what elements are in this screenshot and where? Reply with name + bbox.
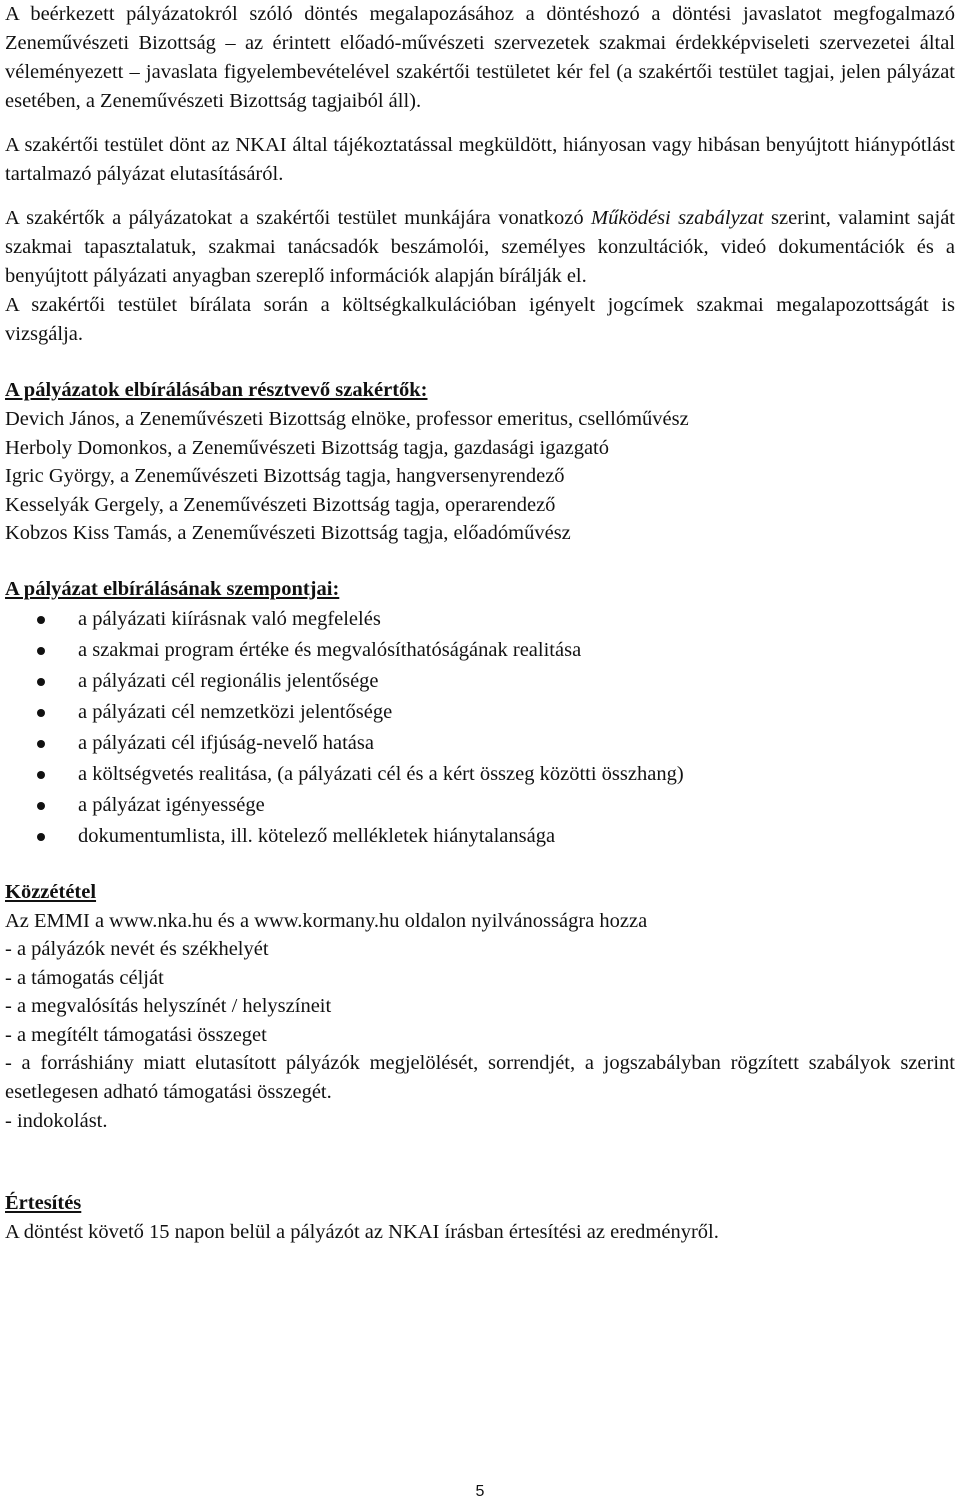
- publication-intro: Az EMMI a www.nka.hu és a www.kormany.hu oldalon nyilvánosságra hozza: [5, 909, 648, 932]
- publication-item: - a megvalósítás helyszínét / helyszíneit: [5, 995, 332, 1017]
- rules-reference: Működési szabályzat: [591, 207, 764, 229]
- document-page: [5, 0, 955, 1246]
- notification-text: A döntést követő 15 napon belül a pályázót az NKAI írásban értesítési az eredményről.: [5, 1220, 719, 1243]
- bullet-icon: [37, 771, 45, 779]
- paragraph-evaluation: [5, 204, 955, 291]
- criteria-item: [5, 666, 955, 697]
- expert-item: Herboly Domonkos, a Zeneművészeti Bizottság tagja, gazdasági igazgató: [5, 436, 609, 459]
- criteria-item-text: a költségvetés realitása, (a pályázati cél és a kért összeg közötti összhang): [78, 762, 684, 785]
- publication-item-long: - a forráshiány miatt elutasított pályázók megjelölését, sorrendjét, a jogszabályban rögzített szabályok szerint esetlegesen adható támogatási összegét.: [5, 1052, 955, 1103]
- criteria-item: [5, 728, 955, 759]
- bullet-icon: [37, 833, 45, 841]
- bullet-icon: [37, 678, 45, 686]
- expert-item: Devich János, a Zeneművészeti Bizottság elnöke, professor emeritus, csellóművész: [5, 408, 689, 430]
- paragraph-expert-board: A beérkezett pályázatokról szóló döntés megalapozásához a döntéshozó a döntési javaslatot megfogalmazó Zeneművészeti Bizottság – az érintett előadó-művészeti szervezetek szakmai érdekképviseleti szervezetei által véleményezett – javaslata figyelembevételével szakértői testületet kér fel (a szakértői testület tagjai, jelen pályázat esetében, a Zeneművészeti Bizottság tagjaiból áll).: [5, 3, 955, 112]
- bullet-icon: [37, 709, 45, 717]
- experts-list: [5, 405, 955, 548]
- publication-item: - a támogatás célját: [5, 966, 164, 989]
- criteria-item: [5, 604, 955, 635]
- publication-item: - indokolást.: [5, 1110, 108, 1132]
- paragraph-cost-review: A szakértői testület bírálata során a költségkalkulációban igényelt jogcímek szakmai megalapozottságát is vizsgálja.: [5, 294, 955, 345]
- publication-item: - a megítélt támogatási összeget: [5, 1023, 267, 1046]
- expert-item: Kobzos Kiss Tamás, a Zeneművészeti Bizottság tagja, előadóművész: [5, 522, 571, 544]
- publication-heading: Közzététel: [5, 880, 97, 903]
- page-number: 5: [475, 1483, 485, 1500]
- criteria-item-text: dokumentumlista, ill. kötelező mellékletek hiánytalansága: [78, 824, 556, 847]
- paragraph-evaluation-start: A szakértők a pályázatokat a szakértői testület munkájára vonatkozó: [5, 207, 592, 229]
- criteria-item-text: a pályázati cél regionális jelentősége: [78, 669, 379, 692]
- criteria-item: [5, 790, 955, 821]
- criteria-item: [5, 821, 955, 852]
- expert-item: Igric György, a Zeneművészeti Bizottság tagja, hangversenyrendező: [5, 465, 565, 487]
- criteria-heading: A pályázat elbírálásának szempontjai:: [5, 577, 340, 600]
- publication-item: - a pályázók nevét és székhelyét: [5, 938, 269, 960]
- paragraph-evaluation-end: szerint, valamint saját szakmai tapasztalatuk, szakmai tanácsadók beszámolói, személyes konzultációk, videó dokumentációk és a benyújtott pályázati anyagban szereplő információk alapján bírálják el.: [5, 207, 955, 287]
- bullet-icon: [37, 647, 45, 655]
- notification-heading: Értesítés: [5, 1191, 82, 1214]
- criteria-item-text: a szakmai program értéke és megvalósíthatóságának realitása: [78, 638, 582, 661]
- criteria-item-text: a pályázat igényessége: [78, 793, 265, 816]
- criteria-list: [5, 604, 955, 852]
- criteria-item-text: a pályázati cél nemzetközi jelentősége: [78, 700, 393, 723]
- criteria-item: [5, 759, 955, 790]
- experts-heading: A pályázatok elbírálásában résztvevő szakértők:: [5, 379, 428, 401]
- paragraph-rejection: A szakértői testület dönt az NKAI által tájékoztatással megküldött, hiányosan vagy hibásan benyújtott hiánypótlást tartalmazó pályázat elutasításáról.: [5, 134, 955, 185]
- criteria-item: [5, 697, 955, 728]
- expert-item: Kesselyák Gergely, a Zeneművészeti Bizottság tagja, operarendező: [5, 493, 556, 516]
- bullet-icon: [37, 802, 45, 810]
- criteria-item-text: a pályázati kiírásnak való megfelelés: [78, 607, 381, 630]
- criteria-item-text: a pályázati cél ifjúság-nevelő hatása: [78, 731, 374, 754]
- bullet-icon: [37, 616, 45, 624]
- criteria-item: [5, 635, 955, 666]
- publication-section: [5, 907, 955, 1136]
- bullet-icon: [37, 740, 45, 748]
